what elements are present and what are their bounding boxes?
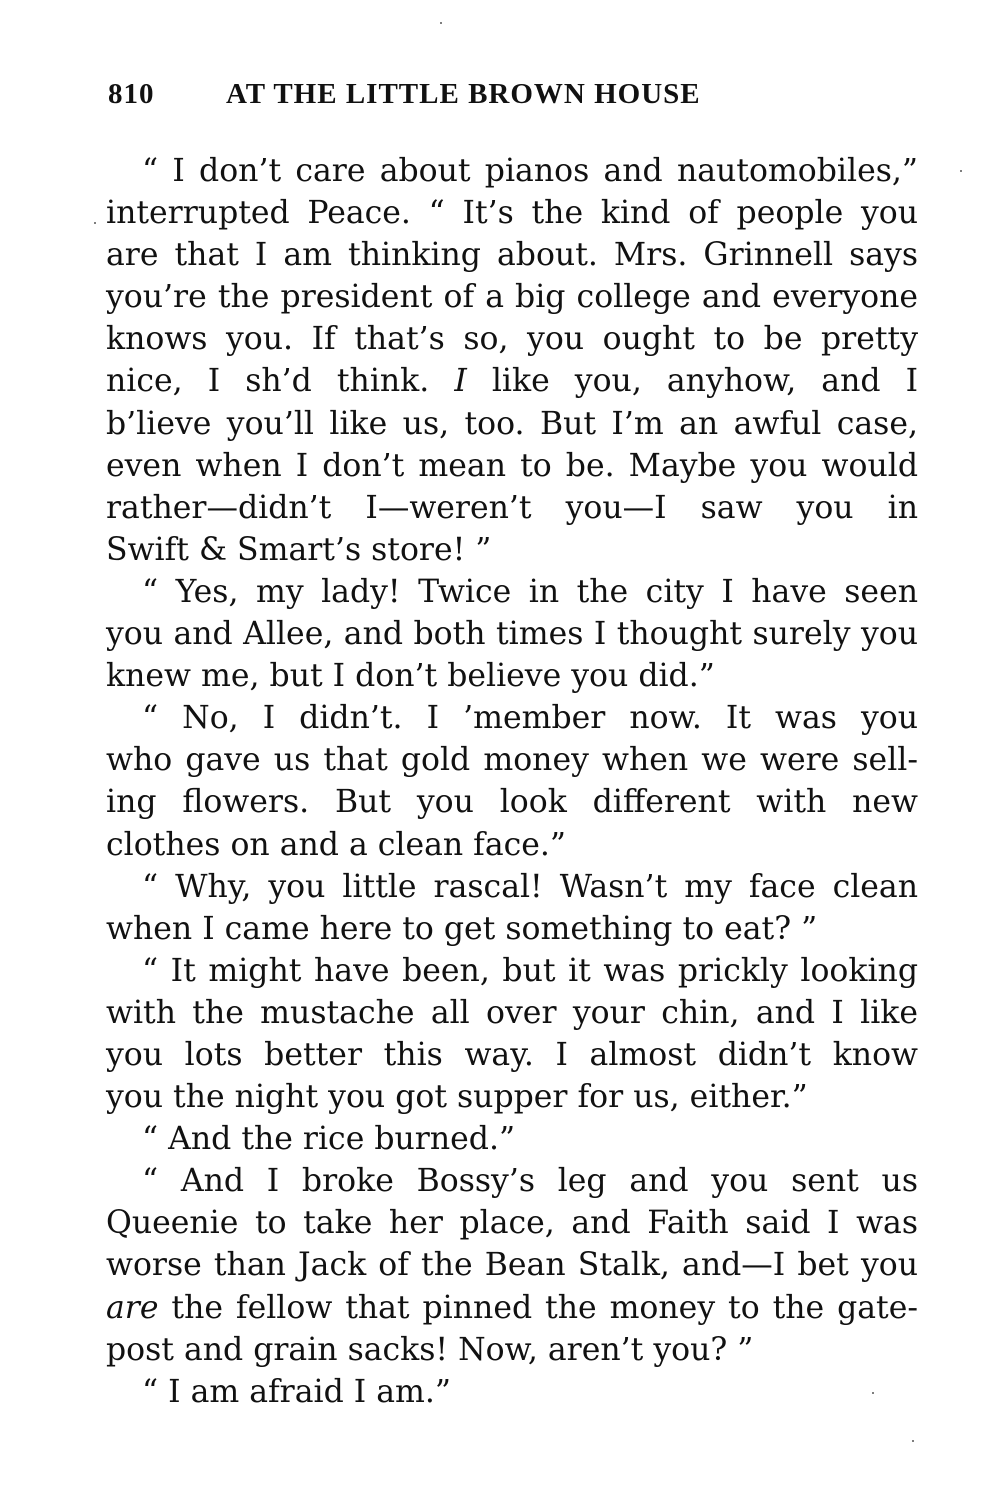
text-line: knows you. If that’s so, you ought to be pretty [106, 321, 918, 358]
text-line: clothes on and a clean face.” [106, 826, 567, 863]
text-line: you lots better this way. I almost didn’t know [106, 1036, 918, 1073]
text-line: “ I am afraid I am.” [142, 1373, 451, 1410]
text-line: “ No, I didn’t. I ’member now. It was you [142, 700, 918, 737]
text-line: “ Why, you little rascal! Wasn’t my face clean [142, 868, 918, 905]
text-line: “ I don’t care about pianos and nautomobiles,” [142, 153, 918, 189]
text-line: even when I don’t mean to be. Maybe you would [106, 447, 918, 484]
text-line: “ It might have been, but it was prickly looking [142, 952, 918, 989]
print-speck [960, 170, 962, 172]
text-line: you and Allee, and both times I thought surely you [106, 616, 918, 653]
text-line: b’lieve you’ll like us, too. But I’m an awful case, [106, 405, 918, 442]
text-line: rather—didn’t I—weren’t you—I saw you in [106, 489, 918, 526]
text-line: you the night you got supper for us, either.” [106, 1079, 808, 1116]
print-speck [872, 1392, 874, 1394]
text-line: post and grain sacks! Now, aren’t you? ” [106, 1331, 754, 1368]
text-line: knew me, but I don’t believe you did.” [106, 658, 715, 695]
text-line [106, 1287, 918, 1329]
text-line: worse than Jack of the Bean Stalk, and—I bet you [106, 1247, 918, 1284]
italic-text: are [106, 1289, 159, 1326]
running-head-title: AT THE LITTLE BROWN HOUSE [226, 78, 701, 110]
text-segment: the fellow that pinned the money to the gate- [158, 1289, 918, 1326]
text-line: with the mustache all over your chin, and I like [106, 994, 918, 1031]
text-line: “ Yes, my lady! Twice in the city I have seen [142, 573, 918, 610]
text-line: “ And I broke Bossy’s leg and you sent us [142, 1163, 918, 1200]
text-line: are that I am thinking about. Mrs. Grinnell says [106, 237, 918, 274]
text-segment: like you, anyhow, and I [466, 363, 919, 400]
print-speck [912, 1440, 914, 1442]
text-segment: nice, I sh’d think. [106, 363, 430, 400]
text-line: interrupted Peace. “ It’s the kind of people you [106, 195, 918, 232]
print-speck [94, 222, 96, 224]
text-line: Queenie to take her place, and Faith said I was [106, 1205, 918, 1242]
text-line: “ And the rice burned.” [142, 1121, 516, 1158]
page-number: 810 [108, 78, 155, 110]
text-line: when I came here to get something to eat? ” [106, 910, 818, 947]
text-line: ing flowers. But you look different with new [106, 784, 918, 821]
italic-text: I [454, 363, 467, 400]
running-head [108, 78, 808, 118]
text-line: you’re the president of a big college and everyone [106, 279, 918, 316]
text-line [106, 360, 918, 402]
text-line: who gave us that gold money when we were sell- [106, 742, 918, 779]
text-line: Swift & Smart’s store! ” [106, 531, 492, 568]
print-speck [440, 22, 442, 24]
body-text [106, 150, 918, 1413]
